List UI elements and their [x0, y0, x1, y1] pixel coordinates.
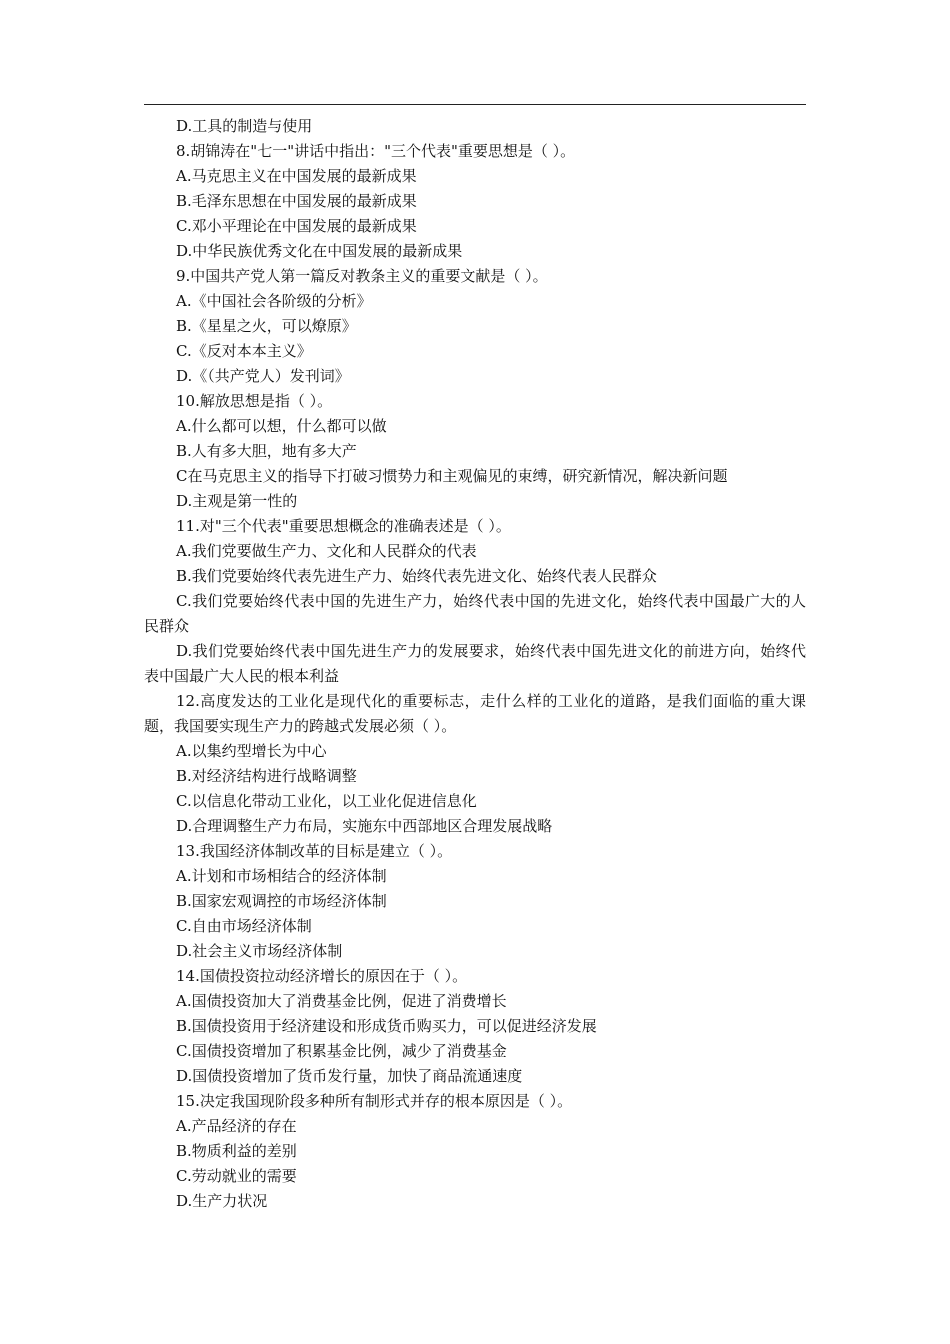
question-9: 9.中国共产党人第一篇反对教条主义的重要文献是（ ）。: [176, 267, 548, 285]
option-a9: A.《中国社会各阶级的分析》: [176, 292, 372, 310]
option-b14: B.国债投资用于经济建设和形成货币购买力，可以促进经济发展: [176, 1017, 597, 1035]
option-b11: B.我们党要始终代表先进生产力、始终代表先进文化、始终代表人民群众: [176, 567, 657, 585]
option-c13: C.自由市场经济体制: [176, 917, 312, 935]
option-a10: A.什么都可以想，什么都可以做: [176, 417, 387, 435]
option-c8: C.邓小平理论在中国发展的最新成果: [176, 217, 417, 235]
option-a8: A.马克思主义在中国发展的最新成果: [176, 167, 417, 185]
option-b15: B.物质利益的差别: [176, 1142, 297, 1160]
option-b9: B.《星星之火，可以燎原》: [176, 317, 357, 335]
option-d12: D.合理调整生产力布局，实施东中西部地区合理发展战略: [176, 817, 553, 835]
option-c9: C.《反对本本主义》: [176, 342, 312, 360]
option-d14: D.国债投资增加了货币发行量，加快了商品流通速度: [176, 1067, 523, 1085]
question-13: 13.我国经济体制改革的目标是建立（ ）。: [176, 842, 453, 860]
option-d7: D.工具的制造与使用: [176, 117, 313, 135]
question-15: 15.决定我国现阶段多种所有制形式并存的根本原因是（ ）。: [176, 1092, 573, 1110]
option-c10: C在马克思主义的指导下打破习惯势力和主观偏见的束缚，研究新情况，解决新问题: [176, 467, 728, 485]
question-11: 11.对"三个代表"重要思想概念的准确表述是（ ）。: [176, 517, 511, 535]
option-d11: D.我们党要始终代表中国先进生产力的发展要求，始终代表中国先进文化的前进方向，始终代表中国最广大人民的根本利益: [144, 642, 806, 685]
option-a11: A.我们党要做生产力、文化和人民群众的代表: [176, 542, 477, 560]
option-a12: A.以集约型增长为中心: [176, 742, 327, 760]
option-d10: D.主观是第一性的: [176, 492, 298, 510]
option-c14: C.国债投资增加了积累基金比例，减少了消费基金: [176, 1042, 507, 1060]
option-c11: C.我们党要始终代表中国的先进生产力，始终代表中国的先进文化，始终代表中国最广大的人民群众: [144, 592, 806, 635]
option-d9: D.《（共产党人）发刊词》: [176, 367, 350, 385]
option-a15: A.产品经济的存在: [176, 1117, 297, 1135]
option-b13: B.国家宏观调控的市场经济体制: [176, 892, 387, 910]
option-b10: B.人有多大胆，地有多大产: [176, 442, 357, 460]
question-8: 8.胡锦涛在"七一"讲话中指出："三个代表"重要思想是（ ）。: [176, 142, 576, 160]
document-body: [144, 114, 806, 1214]
option-d15: D.生产力状况: [176, 1192, 268, 1210]
option-d8: D.中华民族优秀文化在中国发展的最新成果: [176, 242, 463, 260]
option-d13: D.社会主义市场经济体制: [176, 942, 343, 960]
question-14: 14.国债投资拉动经济增长的原因在于（ ）。: [176, 967, 468, 985]
option-c15: C.劳动就业的需要: [176, 1167, 297, 1185]
option-b8: B.毛泽东思想在中国发展的最新成果: [176, 192, 417, 210]
option-a13: A.计划和市场相结合的经济体制: [176, 867, 387, 885]
option-c12: C.以信息化带动工业化，以工业化促进信息化: [176, 792, 477, 810]
option-b12: B.对经济结构进行战略调整: [176, 767, 357, 785]
question-12: 12.高度发达的工业化是现代化的重要标志，走什么样的工业化的道路，是我们面临的重大课题，我国要实现生产力的跨越式发展必须（ ）。: [144, 692, 806, 735]
option-a14: A.国债投资加大了消费基金比例，促进了消费增长: [176, 992, 507, 1010]
question-10: 10.解放思想是指（ ）。: [176, 392, 333, 410]
header-rule: [144, 104, 806, 105]
